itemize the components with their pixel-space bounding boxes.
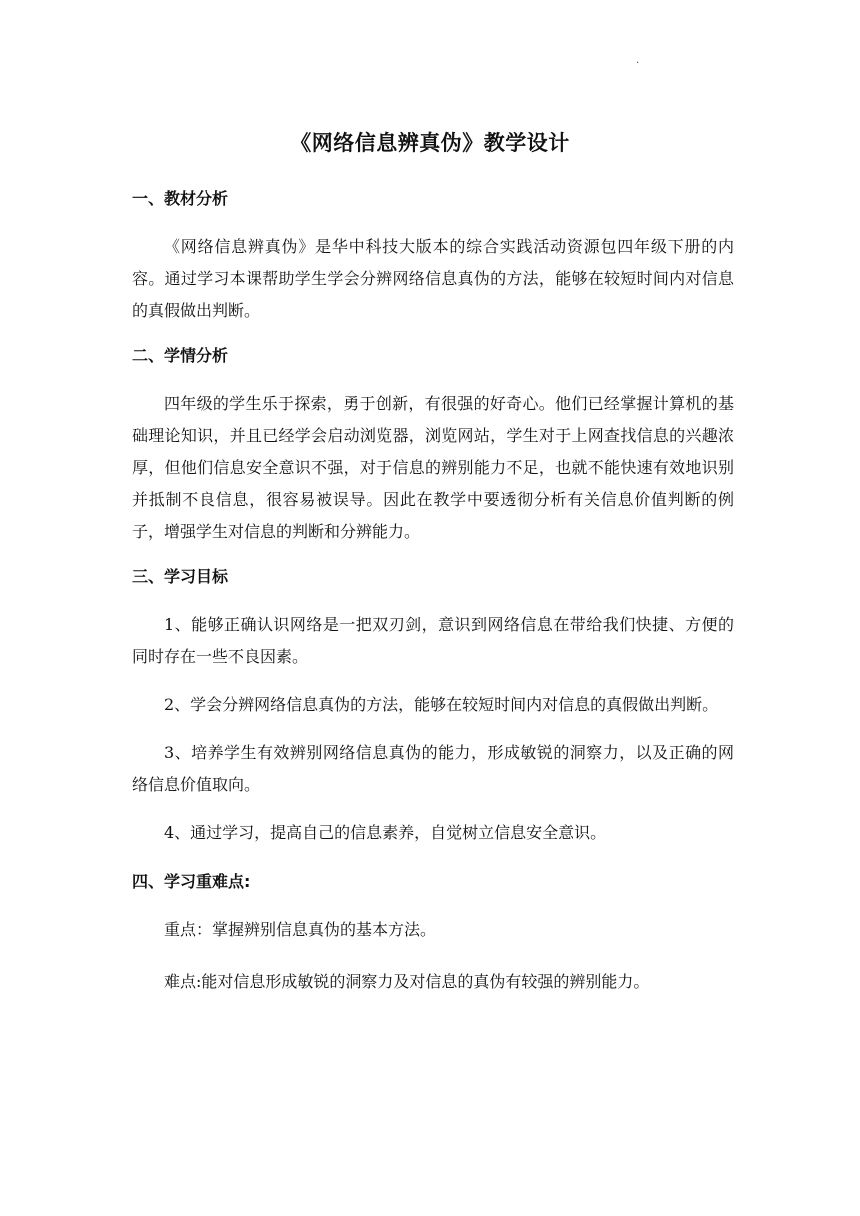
paragraph: 四年级的学生乐于探索，勇于创新，有很强的好奇心。他们已经掌握计算机的基础理论知识，并且已经学会启动浏览器，浏览网站，学生对于上网查找信息的兴趣浓厚，但他们信息安全意识不强，对于信息的辨别能力不足，也就不能快速有效地识别并抵制不良信息，很容易被误导。因此在教学中要透彻分析有关信息价值判断的例子，增强学生对信息的判断和分辨能力。 bbox=[132, 394, 734, 541]
document-body bbox=[132, 186, 734, 1014]
objective-item: 1、能够正确认识网络是一把双刃剑，意识到网络信息在带给我们快捷、方便的同时存在一些不良因素。 bbox=[132, 615, 734, 666]
section-key-difficult-points bbox=[132, 869, 734, 998]
section-textbook-analysis bbox=[132, 186, 734, 327]
section-learning-objectives bbox=[132, 564, 734, 849]
section-heading: 一、教材分析 bbox=[132, 189, 229, 208]
difficult-point: 难点:能对信息形成敏锐的洞察力及对信息的真伪有较强的辨别能力。 bbox=[164, 972, 650, 991]
objective-item: 3、培养学生有效辨别网络信息真伪的能力，形成敏锐的洞察力，以及正确的网络信息价值取向。 bbox=[132, 743, 734, 794]
document-title: 《网络信息辨真伪》教学设计 bbox=[290, 131, 570, 155]
section-heading: 四、学习重难点: bbox=[132, 872, 251, 891]
key-point: 重点：掌握辨别信息真伪的基本方法。 bbox=[164, 920, 437, 939]
corner-mark: . bbox=[636, 55, 640, 66]
objective-item: 4、通过学习，提高自己的信息素养，自觉树立信息安全意识。 bbox=[164, 823, 607, 842]
section-heading: 三、学习目标 bbox=[132, 567, 229, 586]
objective-item: 2、学会分辨网络信息真伪的方法，能够在较短时间内对信息的真假做出判断。 bbox=[164, 695, 719, 714]
section-heading: 二、学情分析 bbox=[132, 346, 229, 365]
section-learner-analysis bbox=[132, 343, 734, 548]
paragraph: 《网络信息辨真伪》是华中科技大版本的综合实践活动资源包四年级下册的内容。通过学习本课帮助学生学会分辨网络信息真伪的方法，能够在较短时间内对信息的真假做出判断。 bbox=[132, 237, 734, 320]
